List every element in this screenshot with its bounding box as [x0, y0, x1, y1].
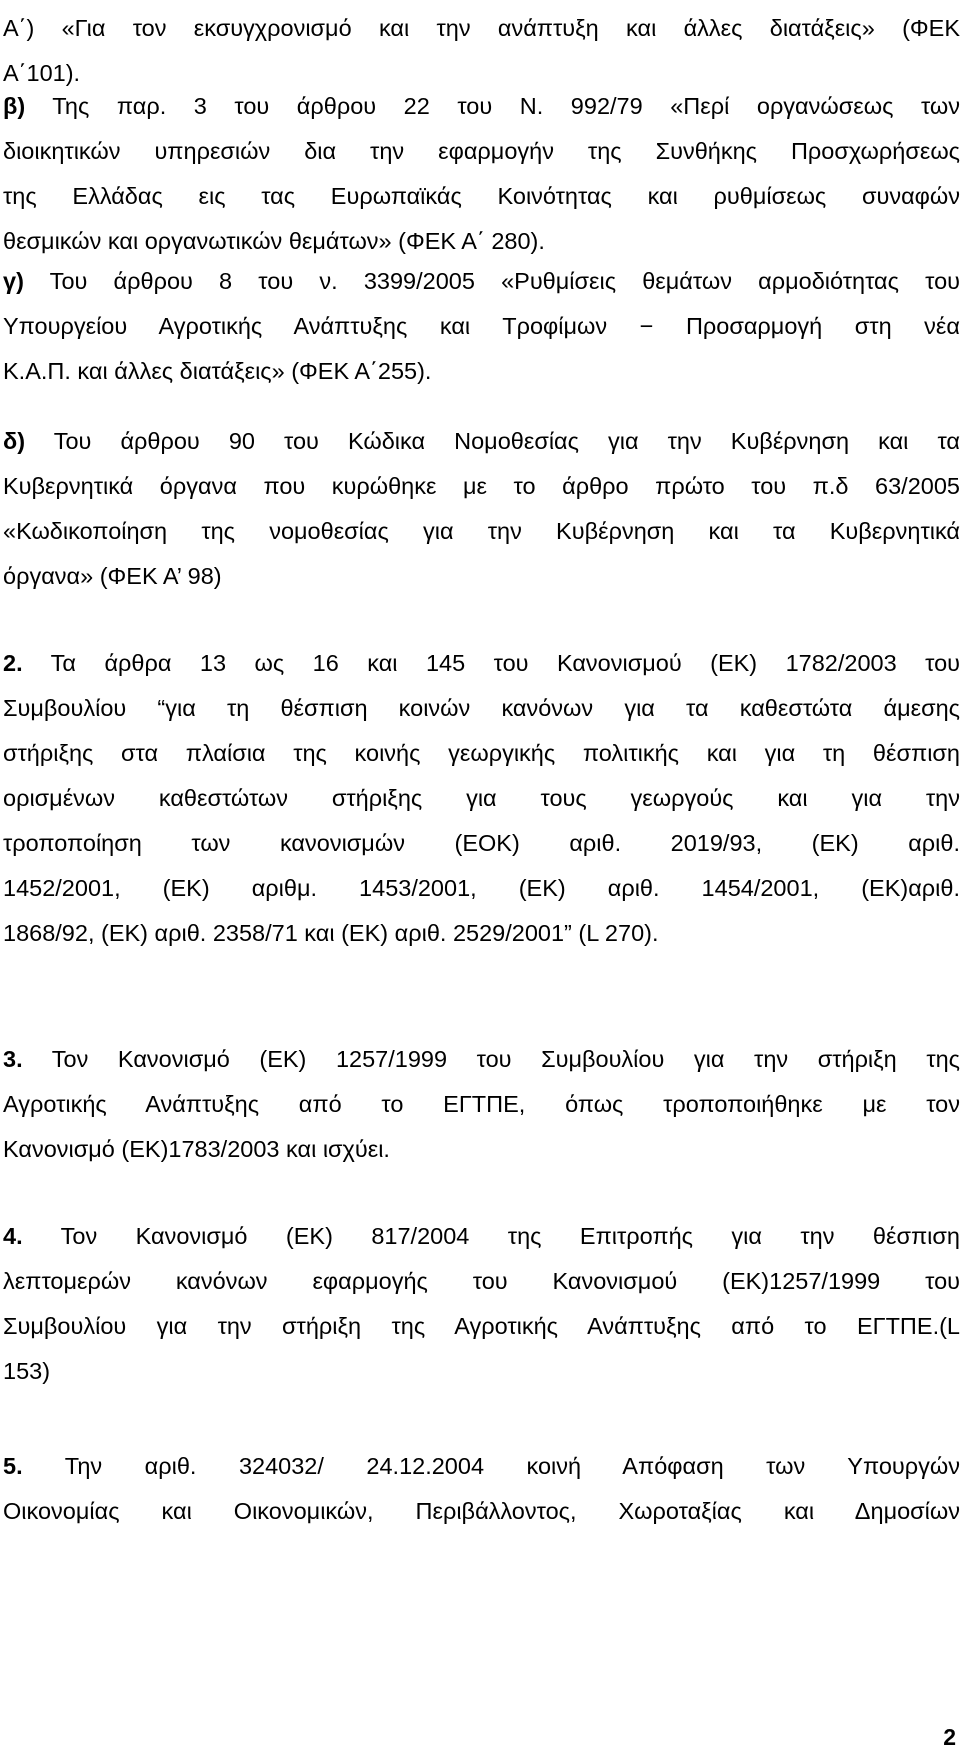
line-text: Του άρθρου 90 του Κώδικα Νομοθεσίας για την Κυβέρνηση και τα [53, 428, 960, 454]
text-line [3, 821, 960, 866]
line-text: Τον Κανονισμό (ΕΚ) 1257/1999 του Συμβουλίου για την στήριξη της [51, 1046, 960, 1072]
line-text: θεσμικών και οργανωτικών θεμάτων» (ΦΕΚ Α΄ 280). [3, 228, 545, 254]
line-text: Α΄) «Για τον εκσυγχρονισμό και την ανάπτυξη και άλλες διατάξεις» (ΦΕΚ [3, 15, 960, 41]
line-text: Κ.Α.Π. και άλλες διατάξεις» (ΦΕΚ Α΄255). [3, 358, 432, 384]
text-line [3, 1259, 960, 1304]
item-label: δ) [3, 428, 26, 454]
text-line [3, 1082, 960, 1127]
text-line [3, 349, 960, 394]
text-line [3, 419, 960, 464]
text-line [3, 866, 960, 911]
text-line [3, 776, 960, 821]
paragraph-item-5 [3, 1444, 960, 1534]
text-line [3, 1037, 960, 1082]
item-label: β) [3, 93, 26, 119]
paragraph-item-2 [3, 641, 960, 956]
line-text: Συμβουλίου για την στήριξη της Αγροτικής Ανάπτυξης από το ΕΓΤΠΕ.(L [3, 1313, 960, 1339]
line-text: «Κωδικοποίηση της νομοθεσίας για την Κυβέρνηση και τα Κυβερνητικά [3, 518, 960, 544]
line-text: Οικονομίας και Οικονομικών, Περιβάλλοντος, Χωροταξίας και Δημοσίων [3, 1498, 960, 1524]
text-line [3, 1214, 960, 1259]
text-line [3, 1127, 960, 1172]
paragraph-item-4 [3, 1214, 960, 1394]
line-text: τροποποίηση των κανονισμών (ΕΟΚ) αριθ. 2019/93, (ΕΚ) αριθ. [3, 830, 960, 856]
line-text: Κανονισμό (ΕΚ)1783/2003 και ισχύει. [3, 1136, 390, 1162]
text-line [3, 686, 960, 731]
line-text: Της παρ. 3 του άρθρου 22 του Ν. 992/79 «Περί οργανώσεως των [52, 93, 960, 119]
text-line [3, 1489, 960, 1534]
line-text: Τον Κανονισμό (ΕΚ) 817/2004 της Επιτροπής για την θέσπιση [60, 1223, 960, 1249]
line-text: 153) [3, 1358, 51, 1384]
text-line [3, 1304, 960, 1349]
line-text: όργανα» (ΦΕΚ Α’ 98) [3, 563, 222, 589]
line-text: Υπουργείου Αγροτικής Ανάπτυξης και Τροφίμων − Προσαρμογή στη νέα [3, 313, 960, 339]
text-line [3, 1349, 960, 1394]
text-line [3, 84, 960, 129]
text-line [3, 911, 960, 956]
line-text: Αγροτικής Ανάπτυξης από το ΕΓΤΠΕ, όπως τροποποιήθηκε με τον [3, 1091, 960, 1117]
line-text: Κυβερνητικά όργανα που κυρώθηκε με το άρθρο πρώτο του π.δ 63/2005 [3, 473, 960, 499]
text-line [3, 259, 960, 304]
text-line [3, 174, 960, 219]
text-line [3, 304, 960, 349]
line-text: Την αριθ. 324032/ 24.12.2004 κοινή Απόφαση των Υπουργών [64, 1453, 960, 1479]
line-text: ορισμένων καθεστώτων στήριξης για τους γεωργούς και για την [3, 785, 960, 811]
item-label: 2. [3, 650, 23, 676]
paragraph-beta [3, 84, 960, 264]
line-text: Του άρθρου 8 του ν. 3399/2005 «Ρυθμίσεις θεμάτων αρμοδιότητας του [49, 268, 960, 294]
text-line [3, 219, 960, 264]
item-label: γ) [3, 268, 24, 294]
text-line [3, 731, 960, 776]
line-text: 1452/2001, (ΕΚ) αριθμ. 1453/2001, (ΕΚ) αριθ. 1454/2001, (ΕΚ)αριθ. [3, 875, 960, 901]
item-label: 3. [3, 1046, 23, 1072]
paragraph-delta [3, 419, 960, 599]
page-number: 2 [943, 1724, 956, 1750]
line-text: Α΄101). [3, 60, 81, 86]
text-line [3, 509, 960, 554]
text-line [3, 6, 960, 51]
text-line [3, 129, 960, 174]
line-text: Τα άρθρα 13 ως 16 και 145 του Κανονισμού (ΕΚ) 1782/2003 του [50, 650, 960, 676]
item-label: 4. [3, 1223, 23, 1249]
paragraph-item-3 [3, 1037, 960, 1172]
line-text: στήριξης στα πλαίσια της κοινής γεωργικής πολιτικής και για τη θέσπιση [3, 740, 960, 766]
text-line [3, 641, 960, 686]
paragraph-gamma [3, 259, 960, 394]
line-text: της Ελλάδας εις τας Ευρωπαϊκάς Κοινότητας και ρυθμίσεως συναφών [3, 183, 960, 209]
text-line [3, 1444, 960, 1489]
line-text: Συμβουλίου “για τη θέσπιση κοινών κανόνων για τα καθεστώτα άμεσης [3, 695, 960, 721]
line-text: λεπτομερών κανόνων εφαρμογής του Κανονισμού (ΕΚ)1257/1999 του [3, 1268, 960, 1294]
line-text: 1868/92, (ΕΚ) αριθ. 2358/71 και (ΕΚ) αριθ. 2529/2001” (L 270). [3, 920, 659, 946]
text-line [3, 554, 960, 599]
line-text: διοικητικών υπηρεσιών δια την εφαρμογήν της Συνθήκης Προσχωρήσεως [3, 138, 960, 164]
text-line [3, 464, 960, 509]
item-label: 5. [3, 1453, 23, 1479]
paragraph-a-continued [3, 6, 960, 96]
